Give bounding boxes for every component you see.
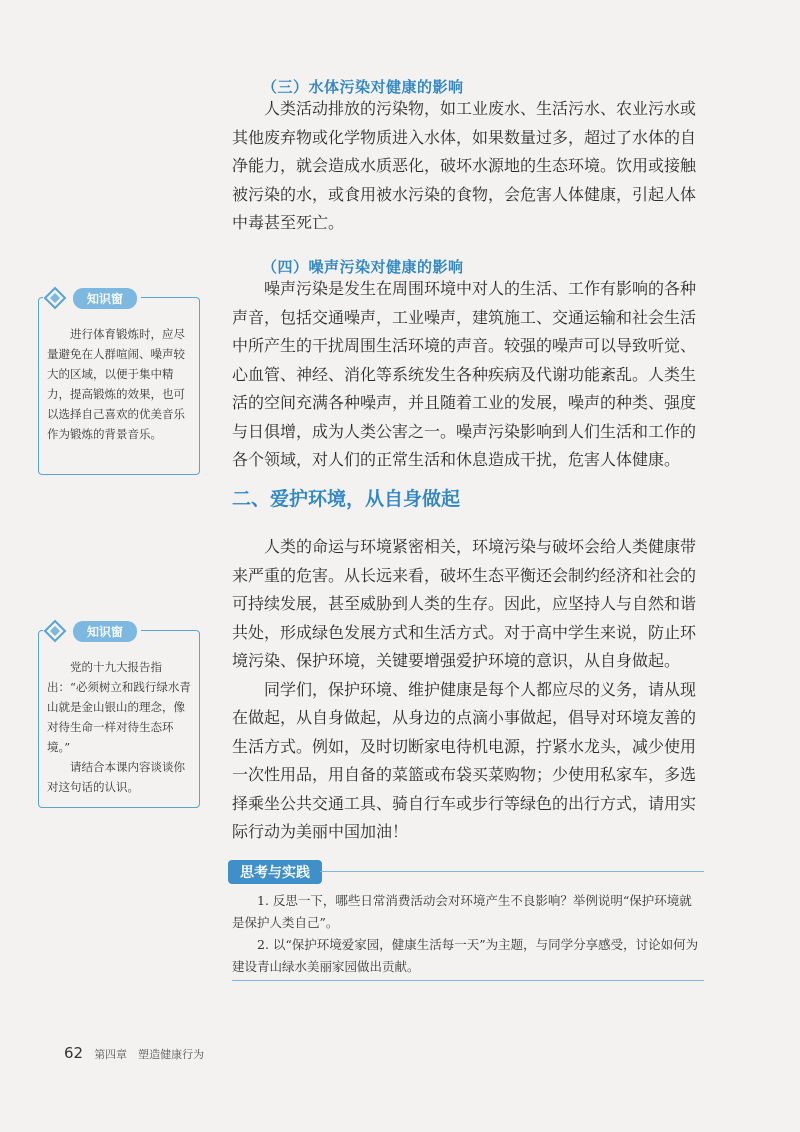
paragraph: 党的十九大报告指出：“必须树立和践行绿水青山就是金山银山的理念，像对待生命一样对待生态环境。” xyxy=(47,660,191,754)
knowledge-window-text xyxy=(47,657,193,797)
paragraph: 人类活动排放的污染物，如工业废水、生活污水、农业污水或其他废弃物或化学物质进入水体，如果数量过多，超过了水体的自净能力，就会造成水质恶化，破坏水源地的生态环境。饮用或接触被污染的水，或食用被水污染的食物，会危害人体健康，引起人体中毒甚至死亡。 xyxy=(232,99,697,232)
part2-text xyxy=(232,533,706,847)
exercise-item: 1. 反思一下，哪些日常消费活动会对环境产生不良影响？举例说明“保护环境就是保护人类自己”。 xyxy=(232,893,692,930)
section-heading-noise: （四）噪声污染对健康的影响 xyxy=(262,258,464,276)
chapter-title: 第四章 塑造健康行为 xyxy=(94,1048,205,1061)
page-number: 62 xyxy=(64,1044,84,1062)
knowledge-window-header xyxy=(43,619,141,643)
knowledge-window-header xyxy=(43,286,141,310)
paragraph: 人类的命运与环境紧密相关，环境污染与破坏会给人类健康带来严重的危害。从长远来看，破坏生态平衡还会制约经济和社会的可持续发展，甚至威胁到人类的生存。因此，应坚持人与自然和谐共处，形成绿色发展方式和生活方式。对于高中学生来说，防止环境污染、保护环境，关键要增强爱护环境的意识，从自身做起。 xyxy=(232,537,697,670)
knowledge-window-box xyxy=(38,291,200,475)
water-pollution-text xyxy=(232,95,706,238)
knowledge-window-box xyxy=(38,624,200,808)
divider xyxy=(232,980,704,981)
noise-pollution-text xyxy=(232,275,706,475)
page-footer xyxy=(64,1043,204,1062)
think-and-practice-header xyxy=(228,860,704,882)
exercise-item: 2. 以“保护环境爱家园，健康生活每一天”为主题，与同学分享感受，讨论如何为建设青山绿水美丽家园做出贡献。 xyxy=(232,937,699,974)
think-and-practice-list xyxy=(232,890,704,978)
paragraph: 同学们，保护环境、维护健康是每个人都应尽的义务，请从现在做起，从自身做起，从身边的点滴小事做起，倡导对环境友善的生活方式。例如，及时切断家电待机电源，拧紧水龙头，减少使用一次性用品，用自备的菜篮或布袋买菜购物；少使用私家车，多选择乘坐公共交通工具、骑自行车或步行等绿色的出行方式，请用实际行动为美丽中国加油！ xyxy=(232,679,697,841)
knowledge-window-label: 知识窗 xyxy=(73,621,137,642)
divider xyxy=(320,871,704,872)
part-heading: 二、爱护环境，从自身做起 xyxy=(232,488,461,510)
knowledge-window-label: 知识窗 xyxy=(73,288,137,309)
paragraph: 请结合本课内容谈谈你对这句话的认识。 xyxy=(47,760,185,794)
knowledge-window-text xyxy=(47,324,193,444)
section-heading-water: （三）水体污染对健康的影响 xyxy=(262,78,464,96)
diamond-icon xyxy=(43,286,67,310)
diamond-icon xyxy=(43,619,67,643)
paragraph: 进行体育锻炼时，应尽量避免在人群喧闹、噪声较大的区域，以便于集中精力，提高锻炼的效果，也可以选择自己喜欢的优美音乐作为锻炼的背景音乐。 xyxy=(47,327,185,441)
think-and-practice-label: 思考与实践 xyxy=(228,860,322,884)
paragraph: 噪声污染是发生在周围环境中对人的生活、工作有影响的各种声音，包括交通噪声，工业噪声，建筑施工、交通运输和社会生活中所产生的干扰周围生活环境的声音。较强的噪声可以导致听觉、心血管、神经、消化等系统发生各种疾病及代谢功能紊乱。人类生活的空间充满各种噪声，并且随着工业的发展，噪声的种类、强度与日俱增，成为人类公害之一。噪声污染影响到人们生活和工作的各个领域，对人们的正常生活和休息造成干扰，危害人体健康。 xyxy=(232,279,697,469)
